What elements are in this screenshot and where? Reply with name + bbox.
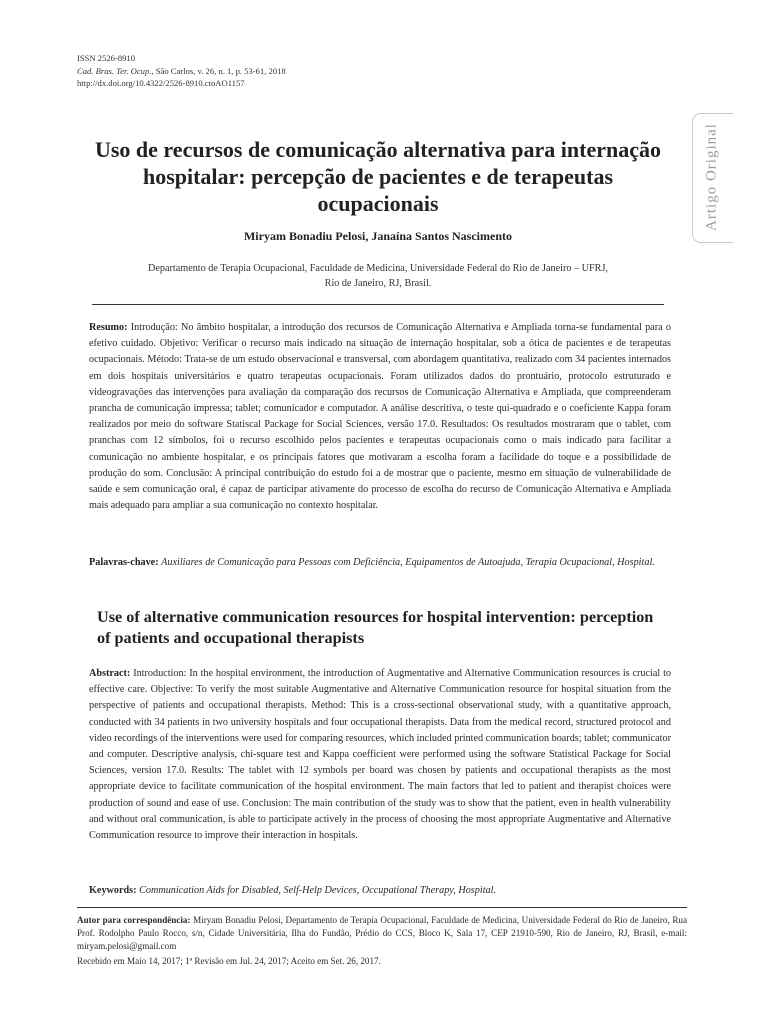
resumo-label: Resumo: bbox=[89, 322, 128, 333]
affiliation-line-1: Departamento de Terapia Ocupacional, Faculdade de Medicina, Universidade Federal do Rio de Janeiro – UFRJ, bbox=[148, 263, 608, 274]
affiliation bbox=[92, 261, 664, 291]
issn: ISSN 2526-8910 bbox=[77, 53, 136, 63]
footer-divider bbox=[77, 907, 687, 908]
resumo-text: Introdução: No âmbito hospitalar, a introdução dos recursos de Comunicação Alternativa e Ampliada torna-se fundamental para o efetivo cuidado. Objetivo: Verificar o recurso mais indicado na situação de internação hospitalar, sob a ótica de pacientes e de terapeutas ocupacionais. Método: Trata-se de um estudo observacional e transversal, com abordagem quantitativa, realizado com 34 pacientes internados em dois hospitais universitários e quatro terapeutas ocupacionais. Foram utilizados dados do prontuário, protocolo estruturado e videogravações das intervenções para avaliação da comparação dos recursos de Comunicação Alternativa e Ampliada, que compreenderam prancha de comunicação impressa; tablet; comunicador e computador. A análise descritiva, o teste qui-quadrado e o coeficiente Kappa foram realizados por meio do software Statiscal Package for Social Sciences, versão 17.0. Resultados: Os resultados mostraram que o tablet, com pranchas com 12 símbolos, foi o recurso escolhido pelos pacientes e terapeutas ocupacionais como o mais indicado para facilitar a comunicação no ambiente hospitalar, e os principais fatores que motivaram a escolha foram a facilidade do toque e a possibilidade de produção do som. Conclusão: A principal contribuição do estudo foi a de mostrar que o paciente, mesmo em situação de vulnerabilidade de saúde e sem comunicação oral, é capaz de participar ativamente do processo de escolha do recurso de Comunicação Alternativa e Ampliada mais adequado para ampliar a sua comunicação no contexto hospitalar. bbox=[89, 322, 671, 512]
journal-name: Cad. Bras. Ter. Ocup. bbox=[77, 65, 152, 76]
english-title: Use of alternative communication resources for hospital intervention: perception of patients and occupational therapists bbox=[97, 608, 654, 647]
palavras-chave-section bbox=[89, 555, 671, 571]
divider bbox=[92, 304, 664, 305]
authors: Miryam Bonadiu Pelosi, Janaína Santos Nascimento bbox=[243, 229, 513, 243]
correspondence-label: Autor para correspondência: bbox=[77, 915, 191, 925]
affiliation-line-2: Rio de Janeiro, RJ, Brasil. bbox=[324, 278, 432, 289]
article-title: Uso de recursos de comunicação alternativa para internação hospitalar: percepção de pacientes e de terapeutas ocupacionais bbox=[94, 137, 662, 216]
resumo-section bbox=[89, 320, 671, 514]
palavras-chave-label: Palavras-chave: bbox=[89, 557, 159, 568]
citation-details: , São Carlos, v. 26, n. 1, p. 53-61, 2018 bbox=[151, 65, 286, 76]
correspondence-text: Miryam Bonadiu Pelosi, Departamento de Terapia Ocupacional, Faculdade de Medicina, Universidade Federal do Rio de Janeiro, Rua Prof. Rodolpho Paulo Rocco, s/n, Cidade Universitária, Ilha do Fundão, Prédio do CCS, Bloco K, Sala 17, CEP 21910-590, Rio de Janeiro, RJ, Brasil, e-mail: miryam.pelosi@gmail.com bbox=[77, 915, 688, 952]
abstract-text: Introduction: In the hospital environment, the introduction of Augmentative and Alternative Communication resources is crucial to effective care. Objective: To verify the most suitable Augmentative and Alternative Communication resource for hospital situation from the perspective of patients and occupational therapists. Method: This is a cross-sectional observational study, with a quantitative approach, conducted with 34 patients in two university hospitals and four occupational therapists. Data from the medical record, structured protocol and video recordings of the interventions were used for comparing resources, which included printed communication boards; tablet; communicator and computer. Descriptive analysis, chi-square test and Kappa coefficient were performed using the software Statistical Package for Social Sciences, version 17.0. Results: The tablet with 12 symbols per board was chosen by patients and occupational therapists as the most appropriate device to facilitate communication of the hospital environment. The main factors that led to patient and therapist choices were production of sound and ease of use. Conclusion: The main contribution of the study was to show that the patient, even in health vulnerability and without oral communication, is able to participate actively in the process of choosing the most appropriate Augmentative and Alternative Communication resource to improve their interaction in hospitals. bbox=[89, 668, 671, 842]
palavras-chave-text: Auxiliares de Comunicação para Pessoas com Deficiência, Equipamentos de Autoajuda, Terapia Ocupacional, Hospital. bbox=[161, 557, 655, 568]
keywords-section bbox=[89, 883, 671, 899]
citation bbox=[77, 65, 286, 78]
correspondence bbox=[77, 914, 687, 954]
keywords-text: Communication Aids for Disabled, Self-Help Devices, Occupational Therapy, Hospital. bbox=[139, 885, 496, 896]
abstract-label: Abstract: bbox=[89, 668, 131, 679]
keywords-label: Keywords: bbox=[89, 885, 137, 896]
article-meta bbox=[77, 52, 286, 90]
article-type-label: Artigo Original bbox=[703, 123, 720, 231]
doi-link[interactable]: http://dx.doi.org/10.4322/2526-8910.ctoAO1157 bbox=[77, 78, 245, 89]
received-dates: Recebido em Maio 14, 2017; 1ª Revisão em Jul. 24, 2017; Aceito em Set. 26, 2017. bbox=[77, 956, 381, 966]
abstract-section bbox=[89, 666, 671, 844]
